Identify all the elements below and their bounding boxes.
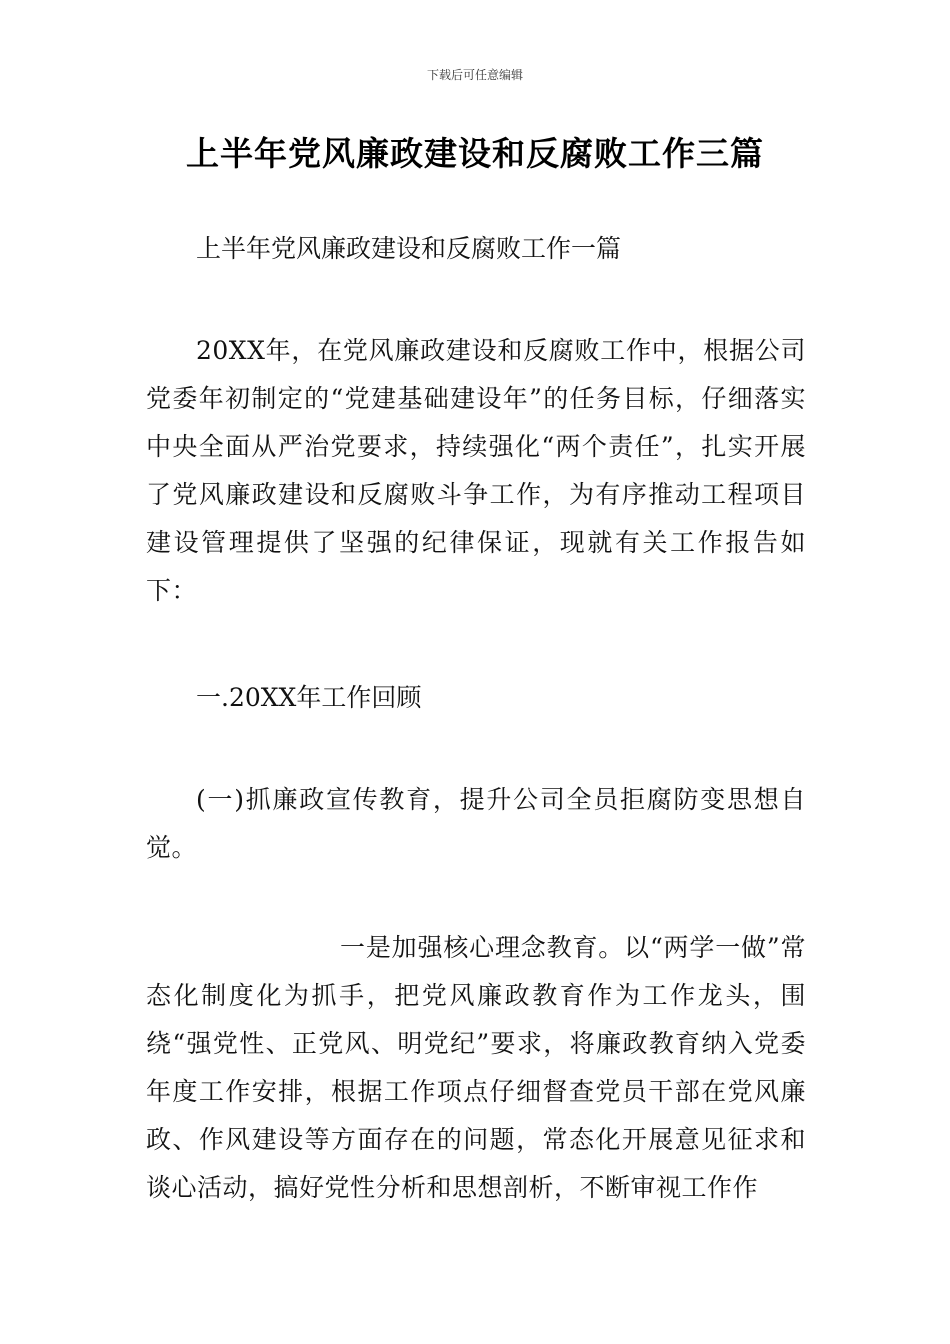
- document-subtitle: 上半年党风廉政建设和反腐败工作一篇: [196, 234, 622, 263]
- paragraph-point-one: 一是加强核心理念教育。以“两学一做”常态化制度化为抓手，把党风廉政教育作为工作龙头，围绕“强党性、正党风、明党纪”要求，将廉政教育纳入党委年度工作安排，根据工作项点仔细督查党员干部在党风廉政、作风建设等方面存在的问题，常态化开展意见征求和谈心活动，搞好党性分析和思想剖析，不断审视工作作: [146, 933, 806, 1202]
- subsection-heading-one: (一)抓廉政宣传教育，提升公司全员拒腐防变思想自觉。: [146, 785, 806, 862]
- section-heading-one: 一.20XX年工作回顾: [196, 683, 422, 712]
- paragraph-intro: 20XX年，在党风廉政建设和反腐败工作中，根据公司党委年初制定的“党建基础建设年”的任务目标，仔细落实中央全面从严治党要求，持续强化“两个责任”，扎实开展了党风廉政建设和反腐败斗争工作，为有序推动工程项目建设管理提供了坚强的纪律保证，现就有关工作报告如下：: [146, 336, 806, 605]
- document-title: 上半年党风廉政建设和反腐败工作三篇: [186, 134, 764, 173]
- header-note: 下载后可任意编辑: [426, 68, 523, 82]
